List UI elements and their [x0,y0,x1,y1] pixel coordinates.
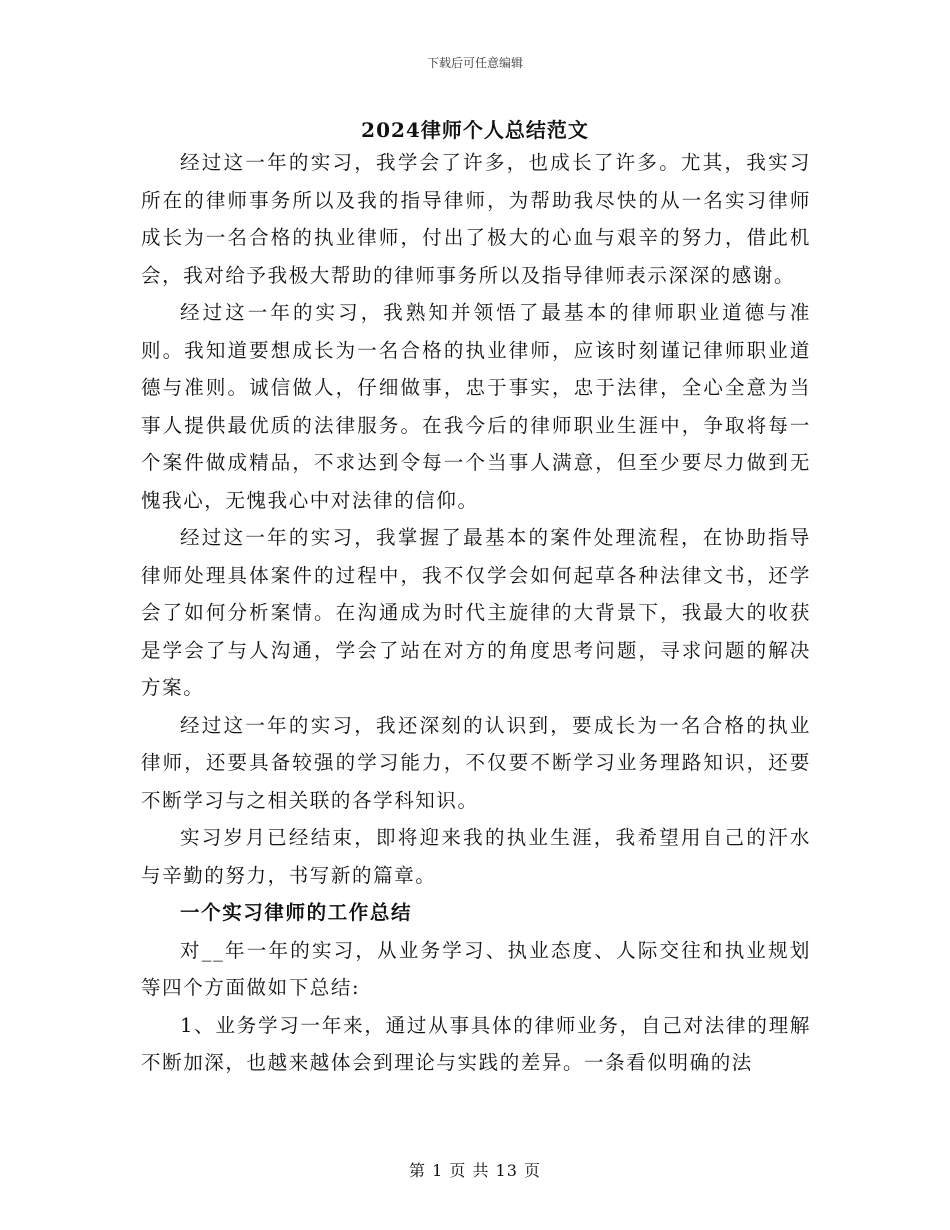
section-heading: 一个实习律师的工作总结 [180,901,413,924]
paragraph: 实习岁月已经结束，即将迎来我的执业生涯，我希望用自己的汗水与辛勤的努力，书写新的篇章。 [141,826,811,887]
paragraph: 经过这一年的实习，我熟知并领悟了最基本的律师职业道德与准则。我知道要想成长为一名合格的执业律师，应该时刻谨记律师职业道德与准则。诚信做人，仔细做事，忠于事实，忠于法律，全心全意为当事人提供最优质的法律服务。在我今后的律师职业生涯中，争取将每一个案件做成精品，不求达到令每一个当事人满意，但至少要尽力做到无愧我心，无愧我心中对法律的信仰。 [141,301,811,512]
page-number: 第 1 页 共 13 页 [409,1161,541,1180]
header-note: 下载后可任意编辑 [426,56,523,70]
paragraph: 经过这一年的实习，我还深刻的认识到，要成长为一名合格的执业律师，还要具备较强的学习能力，不仅要不断学习业务理路知识，还要不断学习与之相关联的各学科知识。 [141,713,811,812]
paragraph: 1、业务学习一年来，通过从事具体的律师业务，自己对法律的理解不断加深，也越来越体会到理论与实践的差异。一条看似明确的法 [141,1013,811,1074]
document-body [141,144,811,1082]
document-title: 2024律师个人总结范文 [361,118,589,142]
paragraph: 经过这一年的实习，我学会了许多，也成长了许多。尤其，我实习所在的律师事务所以及我的指导律师，为帮助我尽快的从一名实习律师成长为一名合格的执业律师，付出了极大的心血与艰辛的努力，借此机会，我对给予我极大帮助的律师事务所以及指导律师表示深深的感谢。 [141,151,811,287]
paragraph: 经过这一年的实习，我掌握了最基本的案件处理流程，在协助指导律师处理具体案件的过程中，我不仅学会如何起草各种法律文书，还学会了如何分析案情。在沟通成为时代主旋律的大背景下，我最大的收获是学会了与人沟通，学会了站在对方的角度思考问题，寻求问题的解决方案。 [141,526,811,699]
paragraph: 对__年一年的实习，从业务学习、执业态度、人际交往和执业规划等四个方面做如下总结: [141,938,811,999]
